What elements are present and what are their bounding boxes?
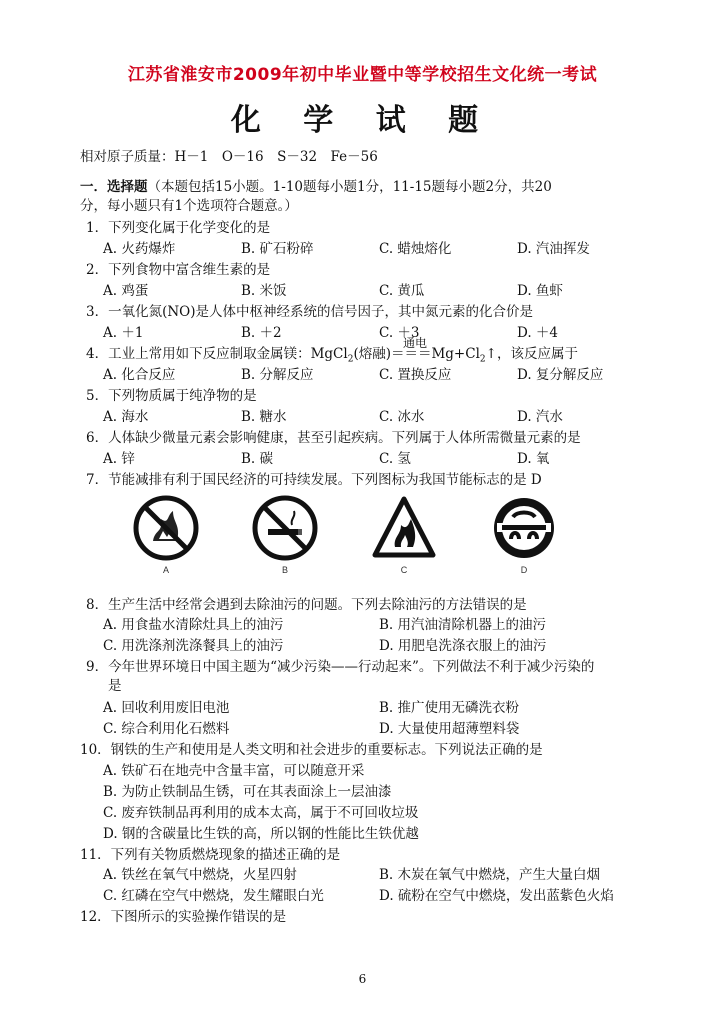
option: D. 鱼虾 [517,283,563,299]
question-stem: 5．下列物质属于纯净物的是 [86,388,257,404]
no-smoking-icon [252,495,318,561]
no-burning-icon [133,495,199,561]
option: C. 置换反应 [379,367,452,383]
icon-label: B [281,565,288,575]
option: D. 汽油挥发 [517,241,590,257]
question-stem: 10．钢铁的生产和使用是人类文明和社会进步的重要标志。下列说法正确的是 [80,742,543,758]
subject-title: 化 学 试 题 [230,103,495,138]
stem-part: 4．工业上常用如下反应制取金属镁：MgCl [86,346,348,362]
option: A. 锌 [103,451,135,467]
option: A. 鸡蛋 [103,283,149,299]
option: C. 红磷在空气中燃烧，发生耀眼白光 [103,888,324,904]
option: D. 用肥皂洗涤衣服上的油污 [379,638,547,654]
question-stem: 3．一氧化氮(NO)是人体中枢神经系统的信号因子，其中氮元素的化合价是 [86,304,534,320]
option: B. ＋2 [241,325,282,341]
option: D. 硫粉在空气中燃烧，发出蓝紫色火焰 [379,888,614,904]
option: C. 氢 [379,451,411,467]
option: A. 海水 [103,409,149,425]
option: C. 用洗涤剂洗涤餐具上的油污 [103,638,284,654]
question-stem: 1．下列变化属于化学变化的是 [86,220,271,236]
icon-label: C [400,565,408,575]
option: D. 氧 [517,451,550,467]
option: D. ＋4 [517,325,559,341]
reaction-condition: 通电 [403,336,428,350]
option: B. 糖水 [241,409,287,425]
option: B. 分解反应 [241,367,314,383]
page-number: 6 [358,972,367,986]
option: D. 大量使用超薄塑料袋 [379,721,520,737]
question-stem: 6．人体缺少微量元素会影响健康，甚至引起疾病。下列属于人体所需微量元素的是 [86,430,581,446]
exam-title: 江苏省淮安市2009年初中毕业暨中等学校招生文化统一考试 [127,65,598,85]
icon-option-d [488,495,560,575]
option: A. 铁丝在氧气中燃烧，火星四射 [103,867,297,883]
question-stem: 11．下列有关物质燃烧现象的描述正确的是 [80,847,341,863]
flammable-warning-icon [371,495,437,561]
icon-option-b [249,495,321,575]
question-stem: 4．工业上常用如下反应制取金属镁：MgCl$_2$(熔融)$===Mg+Cl_2↑$，该反应属于 [86,346,578,365]
question-stem: 7．节能减排有利于国民经济的可持续发展。下列图标为我国节能标志的是 D [86,472,542,488]
option: A. 火药爆炸 [103,241,176,257]
icon-option-a [130,495,202,575]
option: C. 黄瓜 [379,283,425,299]
section-heading-bold: 一．选择题 [80,179,148,195]
option: B. 为防止铁制品生锈，可在其表面涂上一层油漆 [103,784,392,800]
option: A. 化合反应 [103,367,176,383]
option: D. 复分解反应 [517,367,604,383]
question-stem: 12．下图所示的实验操作错误的是 [80,909,287,925]
option: B. 用汽油清除机器上的油污 [379,617,547,633]
atomic-mass-line: 相对原子质量：H－1 O－16 S－32 Fe－56 [80,149,378,165]
option: A. 用食盐水清除灶具上的油污 [103,617,284,633]
question-stem: 9．今年世界环境日中国主题为“减少污染——行动起来”。下列做法不利于减少污染的 [86,659,595,675]
option: C. 冰水 [379,409,425,425]
option: C. 蜡烛熔化 [379,241,452,257]
icon-label: A [162,565,169,575]
section-heading-cont: 分，每小题只有1个选项符合题意。） [80,198,298,214]
option: C. ＋3 [379,325,420,341]
option: D. 钢的含碳量比生铁的高，所以钢的性能比生铁优越 [103,826,419,842]
option: D. 汽水 [517,409,563,425]
icon-option-c [368,495,440,575]
section-heading [80,178,552,196]
icon-label: D [520,565,528,575]
energy-icons-figure [130,495,570,585]
option: B. 矿石粉碎 [241,241,314,257]
option: B. 木炭在氧气中燃烧，产生大量白烟 [379,867,601,883]
option: A. ＋1 [103,325,144,341]
question-stem-cont: 是 [108,678,122,694]
section-heading-text: （本题包括15小题。1-10题每小题1分，11-15题每小题2分，共20 [147,179,552,195]
energy-saving-mark-icon [491,495,557,561]
option: B. 碳 [241,451,274,467]
question-stem: 2．下列食物中富含维生素的是 [86,262,271,278]
option: C. 废弃铁制品再利用的成本太高，属于不可回收垃圾 [103,805,419,821]
option: A. 回收利用废旧电池 [103,700,230,716]
option: B. 米饭 [241,283,287,299]
question-stem: 8．生产生活中经常会遇到去除油污的问题。下列去除油污的方法错误的是 [86,597,527,613]
option: A. 铁矿石在地壳中含量丰富，可以随意开采 [103,763,365,779]
stem-part: (熔融)＝＝＝Mg+Cl [353,346,480,362]
stem-part: ↑，该反应属于 [485,346,578,362]
option: C. 综合利用化石燃料 [103,721,230,737]
option: B. 推广使用无磷洗衣粉 [379,700,520,716]
